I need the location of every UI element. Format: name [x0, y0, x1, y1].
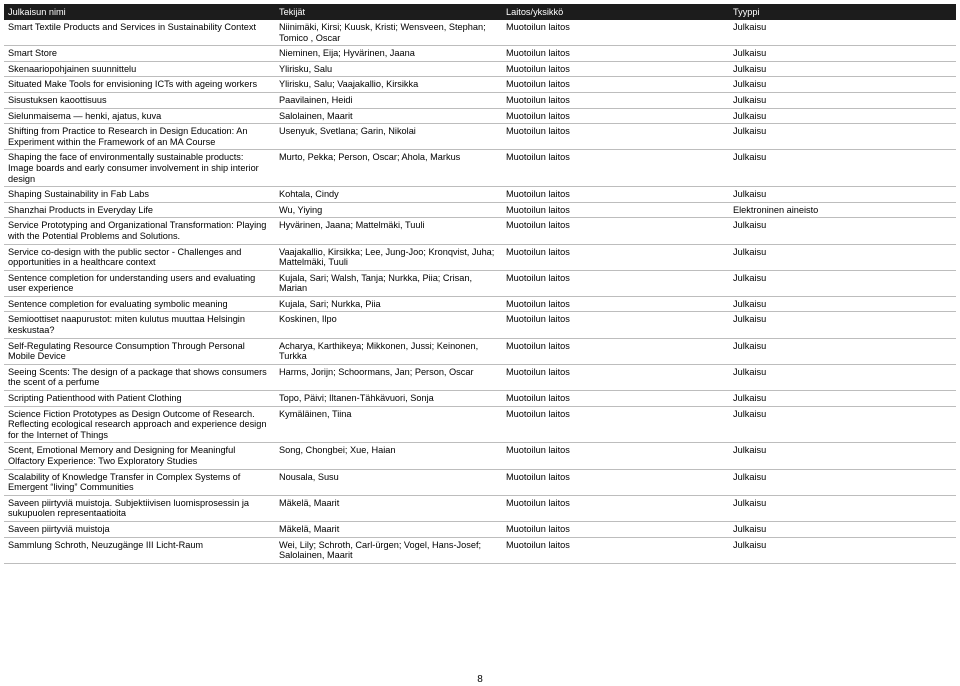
table-body	[4, 20, 956, 563]
cell-title: Seeing Scents: The design of a package that shows consumers the scent of a perfume	[4, 364, 275, 390]
cell-authors: Vaajakallio, Kirsikka; Lee, Jung-Joo; Kronqvist, Juha; Mattelmäki, Tuuli	[275, 244, 502, 270]
cell-unit: Muotoilun laitos	[502, 150, 729, 187]
table-row	[4, 270, 956, 296]
cell-type: Julkaisu	[729, 521, 956, 537]
cell-title: Scent, Emotional Memory and Designing for Meaningful Olfactory Experience: Two Exploratory Studies	[4, 443, 275, 469]
cell-type: Julkaisu	[729, 495, 956, 521]
cell-unit: Muotoilun laitos	[502, 202, 729, 218]
cell-authors: Koskinen, Ilpo	[275, 312, 502, 338]
cell-unit: Muotoilun laitos	[502, 46, 729, 62]
cell-type: Julkaisu	[729, 244, 956, 270]
cell-authors: Murto, Pekka; Person, Oscar; Ahola, Markus	[275, 150, 502, 187]
cell-unit: Muotoilun laitos	[502, 338, 729, 364]
cell-type: Julkaisu	[729, 61, 956, 77]
cell-type: Julkaisu	[729, 20, 956, 46]
cell-unit: Muotoilun laitos	[502, 391, 729, 407]
cell-unit: Muotoilun laitos	[502, 61, 729, 77]
table-row	[4, 391, 956, 407]
cell-type: Julkaisu	[729, 406, 956, 443]
cell-type: Elektroninen aineisto	[729, 202, 956, 218]
cell-authors: Song, Chongbei; Xue, Haian	[275, 443, 502, 469]
cell-unit: Muotoilun laitos	[502, 296, 729, 312]
cell-unit: Muotoilun laitos	[502, 92, 729, 108]
table-row	[4, 187, 956, 203]
publications-table	[4, 4, 956, 564]
column-header-unit: Laitos/yksikkö	[502, 4, 729, 20]
cell-type: Julkaisu	[729, 443, 956, 469]
cell-authors: Niinimäki, Kirsi; Kuusk, Kristi; Wensveen, Stephan; Tomico , Oscar	[275, 20, 502, 46]
table-row	[4, 92, 956, 108]
column-header-type: Tyyppi	[729, 4, 956, 20]
cell-authors: Ylirisku, Salu	[275, 61, 502, 77]
table-row	[4, 312, 956, 338]
cell-authors: Mäkelä, Maarit	[275, 521, 502, 537]
table-row	[4, 46, 956, 62]
cell-type: Julkaisu	[729, 391, 956, 407]
table-row	[4, 443, 956, 469]
cell-authors: Kohtala, Cindy	[275, 187, 502, 203]
cell-title: Sammlung Schroth, Neuzugänge III Licht-Raum	[4, 537, 275, 563]
column-header-authors: Tekijät	[275, 4, 502, 20]
cell-title: Service Prototyping and Organizational Transformation: Playing with the Potential Problems and Solutions.	[4, 218, 275, 244]
cell-authors: Mäkelä, Maarit	[275, 495, 502, 521]
cell-type: Julkaisu	[729, 296, 956, 312]
cell-unit: Muotoilun laitos	[502, 537, 729, 563]
cell-type: Julkaisu	[729, 108, 956, 124]
cell-type: Julkaisu	[729, 150, 956, 187]
cell-type: Julkaisu	[729, 469, 956, 495]
cell-title: Shanzhai Products in Everyday Life	[4, 202, 275, 218]
table-row	[4, 495, 956, 521]
cell-unit: Muotoilun laitos	[502, 495, 729, 521]
cell-title: Scripting Patienthood with Patient Clothing	[4, 391, 275, 407]
cell-title: Smart Store	[4, 46, 275, 62]
cell-unit: Muotoilun laitos	[502, 244, 729, 270]
cell-title: Service co-design with the public sector - Challenges and opportunities in a healthcare context	[4, 244, 275, 270]
cell-title: Sielunmaisema — henki, ajatus, kuva	[4, 108, 275, 124]
cell-title: Shifting from Practice to Research in Design Education: An Experiment within the Framework of an MA Course	[4, 124, 275, 150]
cell-type: Julkaisu	[729, 218, 956, 244]
table-row	[4, 296, 956, 312]
cell-authors: Ylirisku, Salu; Vaajakallio, Kirsikka	[275, 77, 502, 93]
table-header	[4, 4, 956, 20]
cell-type: Julkaisu	[729, 338, 956, 364]
cell-authors: Wu, Yiying	[275, 202, 502, 218]
cell-authors: Kujala, Sari; Nurkka, Piia	[275, 296, 502, 312]
cell-title: Shaping the face of environmentally sustainable products: Image boards and early consumer involvement in ship interior design	[4, 150, 275, 187]
cell-authors: Harms, Jorijn; Schoormans, Jan; Person, Oscar	[275, 364, 502, 390]
cell-type: Julkaisu	[729, 92, 956, 108]
cell-unit: Muotoilun laitos	[502, 187, 729, 203]
cell-type: Julkaisu	[729, 77, 956, 93]
cell-type: Julkaisu	[729, 537, 956, 563]
cell-type: Julkaisu	[729, 124, 956, 150]
cell-title: Saveen piirtyviä muistoja	[4, 521, 275, 537]
table-row	[4, 244, 956, 270]
header-row	[4, 4, 956, 20]
cell-authors: Hyvärinen, Jaana; Mattelmäki, Tuuli	[275, 218, 502, 244]
cell-title: Smart Textile Products and Services in Sustainability Context	[4, 20, 275, 46]
cell-title: Situated Make Tools for envisioning ICTs with ageing workers	[4, 77, 275, 93]
cell-type: Julkaisu	[729, 364, 956, 390]
table-row	[4, 406, 956, 443]
cell-title: Science Fiction Prototypes as Design Outcome of Research. Reflecting ecological research approach and experience design for the Internet of Things	[4, 406, 275, 443]
table-row	[4, 469, 956, 495]
table-row	[4, 20, 956, 46]
cell-unit: Muotoilun laitos	[502, 443, 729, 469]
cell-type: Julkaisu	[729, 46, 956, 62]
cell-unit: Muotoilun laitos	[502, 20, 729, 46]
cell-type: Julkaisu	[729, 187, 956, 203]
cell-authors: Salolainen, Maarit	[275, 108, 502, 124]
table-row	[4, 338, 956, 364]
cell-title: Sisustuksen kaoottisuus	[4, 92, 275, 108]
cell-authors: Acharya, Karthikeya; Mikkonen, Jussi; Keinonen, Turkka	[275, 338, 502, 364]
cell-authors: Nieminen, Eija; Hyvärinen, Jaana	[275, 46, 502, 62]
cell-authors: Nousala, Susu	[275, 469, 502, 495]
cell-unit: Muotoilun laitos	[502, 469, 729, 495]
cell-authors: Kujala, Sari; Walsh, Tanja; Nurkka, Piia; Crisan, Marian	[275, 270, 502, 296]
table-row	[4, 61, 956, 77]
cell-unit: Muotoilun laitos	[502, 364, 729, 390]
table-row	[4, 202, 956, 218]
cell-type: Julkaisu	[729, 312, 956, 338]
cell-title: Saveen piirtyviä muistoja. Subjektiivisen luomisprosessin ja sukupuolen representaatioita	[4, 495, 275, 521]
table-row	[4, 537, 956, 563]
cell-authors: Kymäläinen, Tiina	[275, 406, 502, 443]
table-row	[4, 521, 956, 537]
column-header-title: Julkaisun nimi	[4, 4, 275, 20]
table-row	[4, 150, 956, 187]
cell-unit: Muotoilun laitos	[502, 406, 729, 443]
cell-type: Julkaisu	[729, 270, 956, 296]
cell-title: Skenaariopohjainen suunnittelu	[4, 61, 275, 77]
cell-title: Self-Regulating Resource Consumption Through Personal Mobile Device	[4, 338, 275, 364]
cell-unit: Muotoilun laitos	[502, 124, 729, 150]
cell-title: Scalability of Knowledge Transfer in Complex Systems of Emergent “living” Communities	[4, 469, 275, 495]
cell-title: Semioottiset naapurustot: miten kulutus muuttaa Helsingin keskustaa?	[4, 312, 275, 338]
cell-unit: Muotoilun laitos	[502, 77, 729, 93]
cell-authors: Paavilainen, Heidi	[275, 92, 502, 108]
cell-authors: Wei, Lily; Schroth, Carl-ürgen; Vogel, Hans-Josef; Salolainen, Maarit	[275, 537, 502, 563]
cell-unit: Muotoilun laitos	[502, 108, 729, 124]
table-row	[4, 218, 956, 244]
cell-unit: Muotoilun laitos	[502, 521, 729, 537]
cell-title: Sentence completion for evaluating symbolic meaning	[4, 296, 275, 312]
cell-unit: Muotoilun laitos	[502, 270, 729, 296]
page-number: 8	[477, 674, 483, 685]
cell-unit: Muotoilun laitos	[502, 312, 729, 338]
table-row	[4, 77, 956, 93]
cell-title: Shaping Sustainability in Fab Labs	[4, 187, 275, 203]
table-row	[4, 124, 956, 150]
cell-authors: Usenyuk, Svetlana; Garin, Nikolai	[275, 124, 502, 150]
table-row	[4, 108, 956, 124]
cell-authors: Topo, Päivi; Iltanen-Tähkävuori, Sonja	[275, 391, 502, 407]
cell-unit: Muotoilun laitos	[502, 218, 729, 244]
cell-title: Sentence completion for understanding users and evaluating user experience	[4, 270, 275, 296]
table-row	[4, 364, 956, 390]
